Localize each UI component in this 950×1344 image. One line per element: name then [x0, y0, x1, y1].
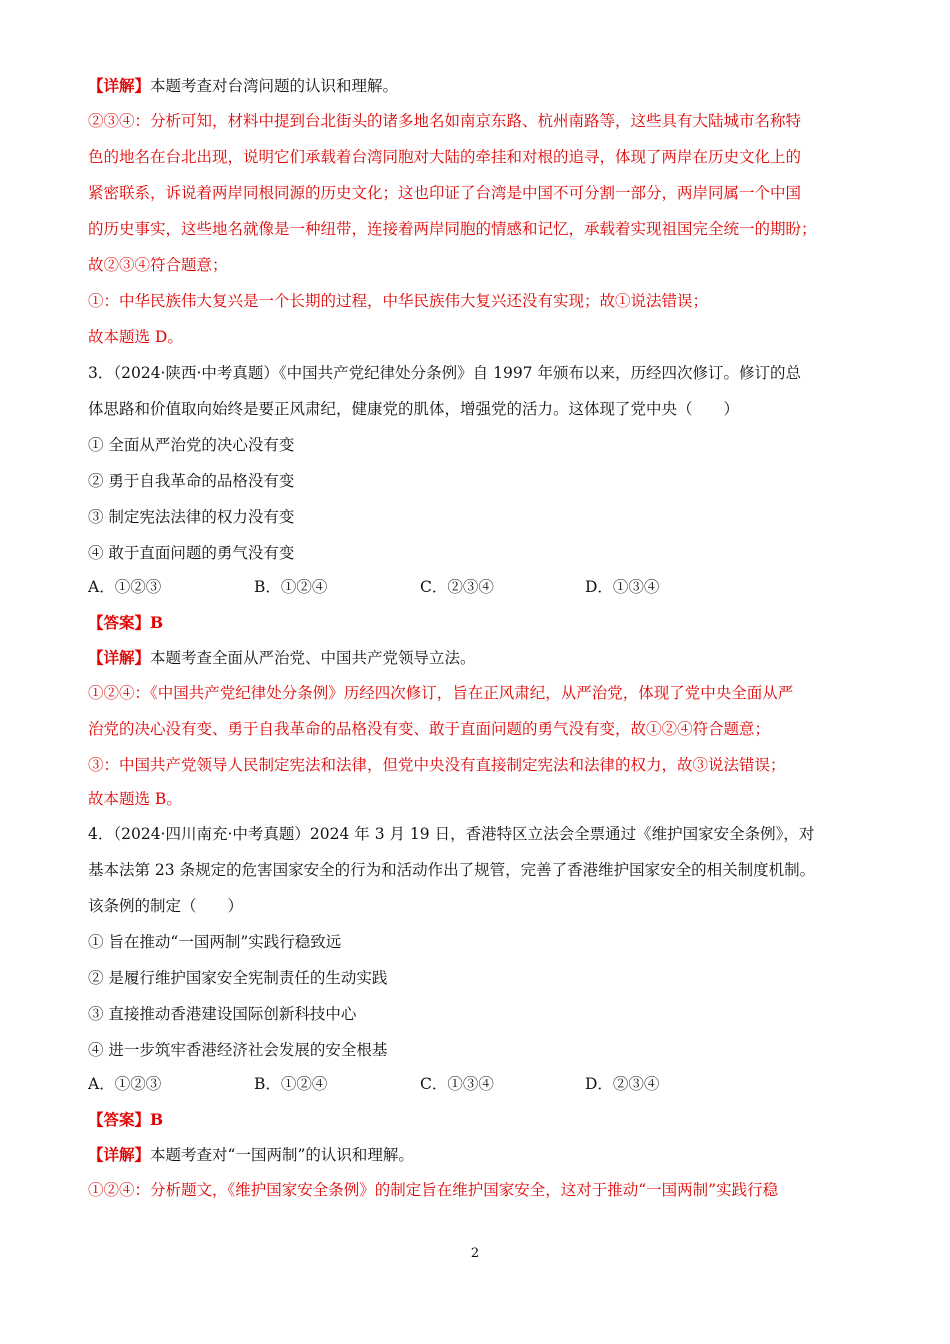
q3-stem-line: 3．（2024·陕西·中考真题）《中国共产党纪律处分条例》自 1997 年颁布以来，历经四次修订。修订的总	[88, 364, 801, 382]
q3-detail-line	[88, 645, 868, 671]
q4-options	[88, 1071, 868, 1097]
detail-tag: 【详解】	[88, 1145, 151, 1164]
prev-analysis-line: 故本题选 D。	[88, 328, 183, 346]
q3-item: ① 全面从严治党的决心没有变	[88, 436, 295, 454]
prev-analysis-line: 紧密联系，诉说着两岸同根同源的历史文化；这也印证了台湾是中国不可分割一部分，两岸同属一个中国	[88, 184, 802, 202]
q3-options	[88, 574, 868, 600]
q3-option-c: C．②③④	[420, 578, 494, 596]
detail-tag: 【详解】	[88, 648, 151, 667]
q4-analysis-line: ①②④：分析题文，《维护国家安全条例》的制定旨在维护国家安全，这对于推动“一国两制”实践行稳	[88, 1181, 779, 1199]
q4-stem-line: 该条例的制定（ ）	[88, 897, 244, 915]
answer-value: B	[150, 613, 164, 632]
q3-analysis-line: ③：中国共产党领导人民制定宪法和法律，但党中央没有直接制定宪法和法律的权力，故③说法错误；	[88, 756, 786, 774]
prev-analysis-line: 的历史事实，这些地名就像是一种纽带，连接着两岸同胞的情感和记忆，承载着实现祖国完全统一的期盼；	[88, 220, 817, 238]
q3-item: ② 勇于自我革命的品格没有变	[88, 472, 295, 490]
q4-stem-line: 4．（2024·四川南充·中考真题）2024 年 3 月 19 日，香港特区立法会全票通过《维护国家安全条例》，对	[88, 825, 815, 843]
q4-stem-line: 基本法第 23 条规定的危害国家安全的行为和活动作出了规管，完善了香港维护国家安全的相关制度机制。	[88, 861, 816, 879]
answer-tag: 【答案】	[88, 613, 151, 632]
detail-text: 本题考查对台湾问题的认识和理解。	[150, 77, 399, 95]
prev-detail-line	[88, 73, 868, 99]
q3-option-b: B．①②④	[254, 578, 328, 596]
q4-option-b: B．①②④	[254, 1075, 328, 1093]
q3-analysis-line: ①②④：《中国共产党纪律处分条例》历经四次修订，旨在正风肃纪，从严治党，体现了党中央全面从严	[88, 684, 794, 702]
q4-option-a: A．①②③	[88, 1075, 162, 1093]
prev-analysis-line: ②③④：分析可知，材料中提到台北街头的诸多地名如南京东路、杭州南路等，这些具有大陆城市名称特	[88, 112, 802, 130]
page-number: 2	[470, 1246, 480, 1261]
q4-item: ③ 直接推动香港建设国际创新科技中心	[88, 1005, 357, 1023]
q3-item: ③ 制定宪法法律的权力没有变	[88, 508, 295, 526]
prev-analysis-line: ①：中华民族伟大复兴是一个长期的过程，中华民族伟大复兴还没有实现；故①说法错误；	[88, 292, 709, 310]
q4-item: ① 旨在推动“一国两制”实践行稳致远	[88, 933, 342, 951]
q3-item: ④ 敢于直面问题的勇气没有变	[88, 544, 295, 562]
answer-tag: 【答案】	[88, 1110, 151, 1129]
answer-value: B	[150, 1110, 164, 1129]
q3-answer-line	[88, 610, 868, 636]
q4-item: ④ 进一步筑牢香港经济社会发展的安全根基	[88, 1041, 388, 1059]
q4-option-c: C．①③④	[420, 1075, 494, 1093]
q4-item: ② 是履行维护国家安全宪制责任的生动实践	[88, 969, 388, 987]
q3-analysis-line: 治党的决心没有变、勇于自我革命的品格没有变、敢于直面问题的勇气没有变，故①②④符合题意；	[88, 720, 771, 738]
q3-stem-line: 体思路和价值取向始终是要正风肃纪，健康党的肌体，增强党的活力。这体现了党中央（ ）	[88, 400, 740, 418]
detail-text: 本题考查全面从严治党、中国共产党领导立法。	[150, 649, 476, 667]
q3-option-d: D．①③④	[585, 578, 660, 596]
q3-analysis-line: 故本题选 B。	[88, 790, 182, 808]
detail-tag: 【详解】	[88, 76, 151, 95]
q4-detail-line	[88, 1142, 868, 1168]
detail-text: 本题考查对“一国两制”的认识和理解。	[150, 1146, 414, 1164]
prev-analysis-line: 色的地名在台北出现，说明它们承载着台湾同胞对大陆的牵挂和对根的追寻，体现了两岸在历史文化上的	[88, 148, 802, 166]
q3-option-a: A．①②③	[88, 578, 162, 596]
q4-option-d: D．②③④	[585, 1075, 660, 1093]
q4-answer-line	[88, 1107, 868, 1133]
prev-analysis-line: 故②③④符合题意；	[88, 256, 228, 274]
